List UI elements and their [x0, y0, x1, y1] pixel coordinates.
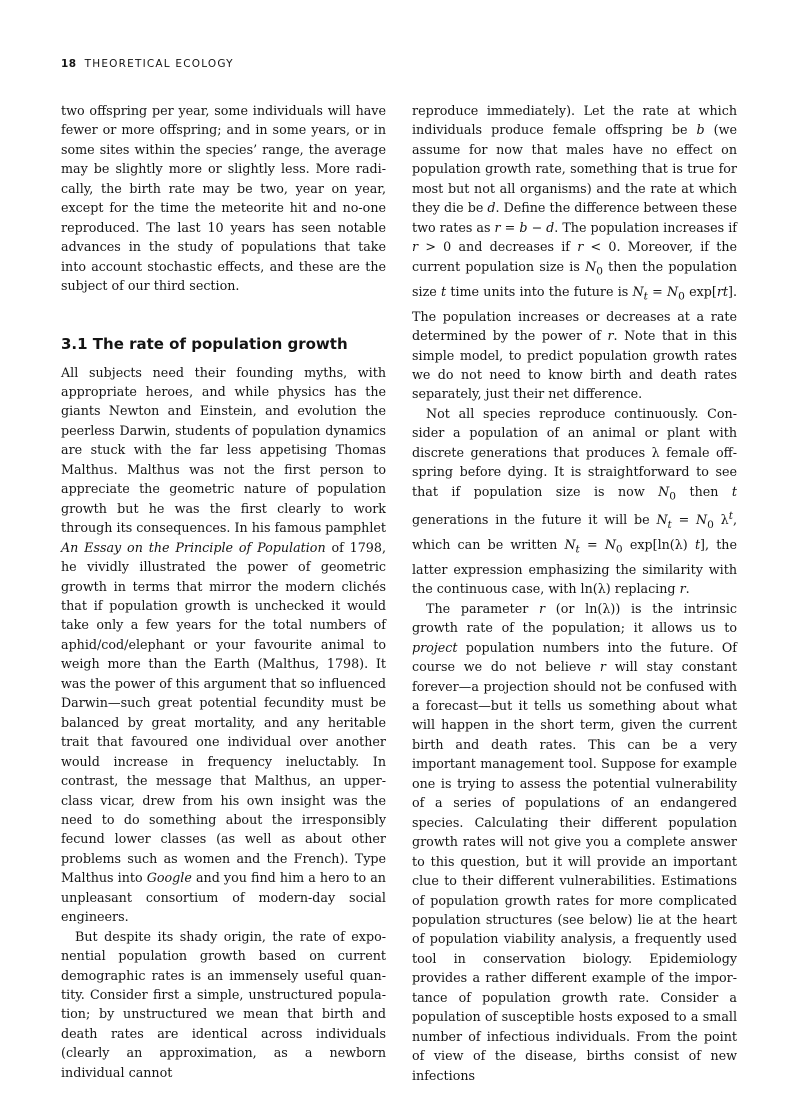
paragraph-discrete-generations: Not all species reproduce continuously. Consider a population of an animal or plant with discrete generations that produces λ female offspring before dying. It is straightforward to see that if population size is now $N_0$ then t generations in the future it will be $N_t = N_0$ $\lambda^t$, which can be written $N_t = N_0$ exp[ln(λ) t], the latter expression emphasizing the similarity with the continuous case, with ln(λ) replacing r.: [412, 405, 737, 597]
running-title: THEORETICAL ECOLOGY: [84, 58, 234, 70]
page-number: 18: [61, 58, 77, 70]
paragraph-continuous-growth: reproduce immediately). Let the rate at which individuals produce female offspring be b (we assume for now that males have no effect on population growth rate, something that is true for most but not all organisms) and the rate at which they die be d. Define the difference between these two rates as r = b − d. The population increases if r > 0 and decreases if r < 0. Moreover, if the current population size is $N_0$ then the population size t time units into the future is $N_t = N_0$ exp[rt]. The population increases or decreases at a rate determined by the power of r. Note that in this simple model, to predict population growth rates we do not need to know birth and death rates separately, just their net difference.: [412, 103, 738, 402]
essay-title: An Essay on the Principle of Population: [61, 539, 326, 555]
right-column: [412, 101, 737, 1085]
section-heading: 3.1 The rate of population growth: [61, 334, 348, 353]
google-term: Google: [146, 870, 192, 886]
paragraph-intro: two offspring per year, some individuals will have fewer or more offspring; and in some years, or in some sites within the species’ range, the average may be slightly more or slightly less. More radically, the birth rate may be two, year on year, except for the time the meteorite hit and no-one reproduced. The last 10 years has seen notable advances in the study of populations that take into account stochastic effects, and these are the subject of our third section.: [61, 103, 386, 294]
running-header: [61, 58, 234, 70]
left-column: [61, 101, 386, 1082]
paragraph-intrinsic-growth-rate: The parameter r (or ln(λ)) is the intrinsic growth rate of the population; it allows us to project population numbers into the future. Of course we do not believe r will stay constant forever—a projection should not be confused with a forecast—but it tells us something about what will happen in the short term, given the current birth and death rates. This can be a very important management tool. Suppose for example one is trying to assess the potential vulnerability of a series of populations of an endangered species. Calculating their different population growth rates will not give you a complete answer to this question, but it will provide an important clue to their different vulnerabilities. Estimations of population growth rates for more complicated population structures (see below) lie at the heart of population viability analysis, a frequently used tool in conservation biology. Epidemiology provides a rather different example of the importance of population growth rate. Consider a population of susceptible hosts exposed to a small number of infectious individuals. From the point of view of the disease, births consist of new infections: [412, 600, 737, 1083]
paragraph-shady-origin: But despite its shady origin, the rate of exponential population growth based on current demographic rates is an immensely useful quantity. Consider first a simple, unstructured population; by unstructured we mean that birth and death rates are identical across individuals (clearly an approximation, as a newborn individual cannot: [61, 928, 386, 1080]
paragraph-founding-myths: All subjects need their founding myths, with appropriate heroes, and while physics has the giants Newton and Einstein, and evolution the peerless Darwin, students of population dynamics are stuck with the far less appetising Thomas Malthus. Malthus was not the first person to appreciate the geometric nature of population growth but he was the first clearly to work through its consequences. In his famous pamphlet An Essay on the Principle of Population of 1798, he vividly illustrated the power of geometric growth in terms that mirror the modern clichés that if population growth is unchecked it would take only a few years for the total numbers of aphid/cod/elephant or your favourite animal to weigh more than the Earth (Malthus, 1798). It was the power of this argument that so influenced Darwin—such great potential fecundity must be balanced by great mortality, and any heritable trait that favoured one individual over another would increase in frequency ineluctably. In contrast, the message that Malthus, an upper-class vicar, drew from his own insight was the need to do something about the irresponsibly fecund lower classes (as well as about other problems such as women and the French). Type Malthus into Google and you find him a hero to an unpleasant consortium of modern-day social engineers.: [61, 364, 386, 925]
